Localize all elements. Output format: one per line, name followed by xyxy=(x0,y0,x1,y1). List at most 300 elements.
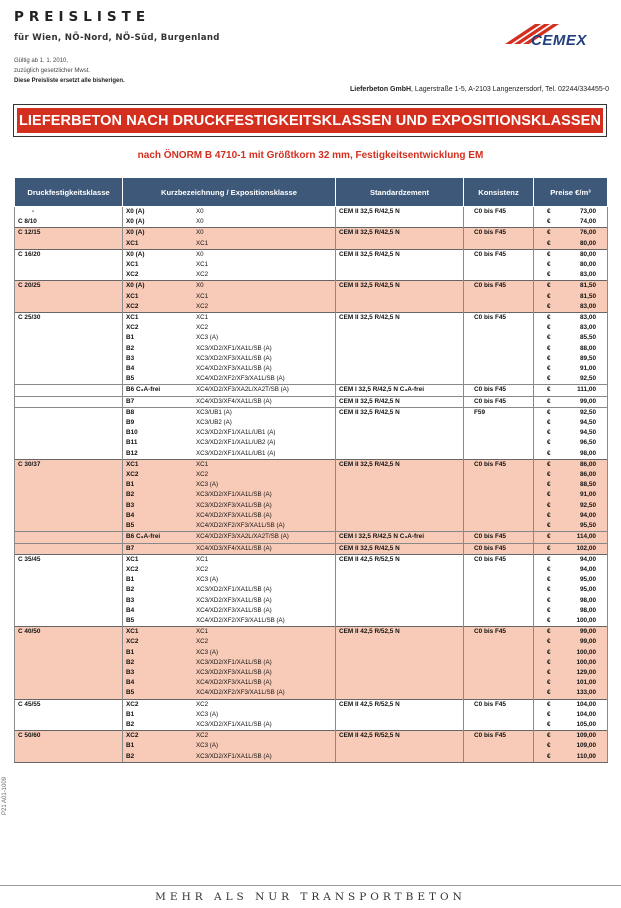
designation-cell xyxy=(123,313,336,385)
price-value: 95,00 xyxy=(580,576,596,584)
currency-symbol: € xyxy=(547,208,551,215)
designation-line xyxy=(126,627,332,637)
price-value: 110,00 xyxy=(576,752,596,760)
short-designation: XC2 xyxy=(126,271,139,279)
klasse-label: C 8/10 xyxy=(18,218,37,226)
cement-cell: CEM II 42,5 R/52,5 N xyxy=(336,554,464,626)
cement-cell: CEM II 32,5 R/42,5 N xyxy=(336,396,464,407)
page-subtitle: für Wien, NÖ-Nord, NÖ-Süd, Burgenland xyxy=(14,33,220,43)
price-line xyxy=(537,501,604,511)
table-row xyxy=(15,699,608,731)
validity-notes xyxy=(14,56,125,86)
currency-symbol: € xyxy=(547,239,551,247)
cement-cell: CEM II 32,5 R/42,5 N xyxy=(336,459,464,531)
price-value: 88,00 xyxy=(580,344,596,352)
price-line xyxy=(537,418,604,428)
price-line xyxy=(537,207,604,217)
table-row xyxy=(15,281,608,313)
currency-symbol: € xyxy=(547,742,551,750)
price-value: 98,00 xyxy=(580,449,596,457)
klasse-cell xyxy=(15,207,123,228)
consistency-cell: C0 bis F45 xyxy=(464,731,534,763)
designation-cell xyxy=(123,532,336,543)
price-line xyxy=(537,521,604,531)
price-line xyxy=(537,532,604,542)
price-line xyxy=(537,720,604,730)
currency-symbol: € xyxy=(547,679,551,687)
designation-line xyxy=(126,637,332,647)
currency-symbol: € xyxy=(547,648,551,656)
price-value: 76,00 xyxy=(580,229,596,237)
table-row xyxy=(15,731,608,763)
designation-line xyxy=(126,292,332,302)
exposure-class: XC1 xyxy=(196,628,209,636)
designation-line xyxy=(126,710,332,720)
side-code: P21 A01-1009 xyxy=(2,776,8,815)
price-line xyxy=(537,544,604,554)
price-value: 83,00 xyxy=(580,302,596,310)
short-designation: B6 C₃A-frei xyxy=(126,533,161,541)
klasse-cell xyxy=(15,543,123,554)
price-line xyxy=(537,313,604,323)
currency-symbol: € xyxy=(547,628,551,636)
currency-symbol: € xyxy=(547,271,551,279)
designation-cell xyxy=(123,543,336,554)
table-body xyxy=(15,207,608,763)
cement-cell: CEM II 42,5 R/52,5 N xyxy=(336,627,464,699)
currency-symbol: € xyxy=(547,522,551,530)
currency-symbol: € xyxy=(547,314,551,322)
footer-divider xyxy=(0,885,621,886)
price-value: 80,00 xyxy=(580,261,596,269)
short-designation: B5 xyxy=(126,522,135,530)
price-value: 88,50 xyxy=(580,481,596,489)
exposure-class: XC4/XD2/XF3/XA1L/SB (A) xyxy=(196,679,272,687)
price-line xyxy=(537,752,604,762)
designation-line xyxy=(126,544,332,554)
exposure-class: XC3 (A) xyxy=(196,334,219,342)
cement-cell: CEM I 32,5 R/42,5 N C₃A-frei xyxy=(336,385,464,396)
price-value: 89,50 xyxy=(580,354,596,362)
currency-symbol: € xyxy=(547,668,551,676)
currency-symbol: € xyxy=(547,344,551,352)
short-designation: B8 xyxy=(126,408,135,416)
short-designation: B3 xyxy=(126,354,135,362)
price-line xyxy=(537,490,604,500)
price-line xyxy=(537,606,604,616)
short-designation: B1 xyxy=(126,648,135,656)
exposure-class: XC4/XD2/XF2/XF3/XA1L/SB (A) xyxy=(196,375,285,383)
exposure-class: XC3 (A) xyxy=(196,481,219,489)
klasse-label: C 20/25 xyxy=(18,282,41,290)
price-line xyxy=(537,648,604,658)
designation-line xyxy=(126,438,332,448)
designation-line xyxy=(126,397,332,407)
short-designation: B3 xyxy=(126,501,135,509)
short-designation: B5 xyxy=(126,375,135,383)
designation-line xyxy=(126,470,332,480)
price-table xyxy=(14,177,608,763)
short-designation: B4 xyxy=(126,511,135,519)
price-line xyxy=(537,374,604,384)
currency-symbol: € xyxy=(547,261,551,269)
page-title: PREISLISTE xyxy=(14,9,151,25)
designation-line xyxy=(126,239,332,249)
short-designation: XC1 xyxy=(126,292,139,300)
currency-symbol: € xyxy=(547,511,551,519)
price-line xyxy=(537,354,604,364)
table-row xyxy=(15,385,608,396)
short-designation: XC2 xyxy=(126,324,139,332)
exposure-class: XC4/XD3/XF4/XA1L/SB (A) xyxy=(196,544,272,552)
exposure-class: XC3/XD2/XF1/XA1L/SB (A) xyxy=(196,586,272,594)
klasse-cell xyxy=(15,281,123,313)
designation-line xyxy=(126,648,332,658)
klasse-cell xyxy=(15,627,123,699)
short-designation: B2 xyxy=(126,344,135,352)
designation-cell xyxy=(123,207,336,228)
short-designation: B3 xyxy=(126,596,135,604)
price-line xyxy=(537,710,604,720)
currency-symbol: € xyxy=(547,565,551,573)
consistency-cell: C0 bis F45 xyxy=(464,228,534,249)
designation-line xyxy=(126,323,332,333)
price-line xyxy=(537,596,604,606)
consistency-cell: C0 bis F45 xyxy=(464,459,534,531)
designation-line xyxy=(126,480,332,490)
price-value: 94,50 xyxy=(580,429,596,437)
currency-symbol: € xyxy=(547,449,551,457)
currency-symbol: € xyxy=(547,501,551,509)
exposure-class: XC3/UB2 (A) xyxy=(196,419,232,427)
short-designation: XC2 xyxy=(126,700,139,708)
currency-symbol: € xyxy=(547,576,551,584)
col-header-zement: Standardzement xyxy=(336,178,464,207)
designation-line xyxy=(126,354,332,364)
currency-symbol: € xyxy=(547,397,551,405)
exposure-class: XC3 (A) xyxy=(196,648,219,656)
price-value: 98,00 xyxy=(580,596,596,604)
exposure-class: X0 xyxy=(196,282,204,290)
cement-cell: CEM I 32,5 R/42,5 N C₃A-frei xyxy=(336,532,464,543)
price-line xyxy=(537,555,604,565)
price-value: 86,00 xyxy=(580,460,596,468)
designation-line xyxy=(126,217,332,227)
short-designation: B3 xyxy=(126,668,135,676)
currency-symbol: € xyxy=(547,544,551,552)
currency-symbol: € xyxy=(547,471,551,479)
exposure-class: XC2 xyxy=(196,471,209,479)
exposure-class: XC3/XD2/XF1/XA1L/SB (A) xyxy=(196,344,272,352)
price-line xyxy=(537,260,604,270)
price-value: 92,50 xyxy=(580,408,596,416)
currency-symbol: € xyxy=(547,439,551,447)
exposure-class: XC3/XD2/XF3/XA1L/SB (A) xyxy=(196,668,272,676)
exposure-class: X0 xyxy=(196,250,204,258)
currency-symbol: € xyxy=(547,752,551,760)
currency-symbol: € xyxy=(547,365,551,373)
designation-line xyxy=(126,741,332,751)
price-value: 104,00 xyxy=(576,700,596,708)
currency-symbol: € xyxy=(547,710,551,718)
designation-line xyxy=(126,207,332,217)
designation-line xyxy=(126,532,332,542)
currency-symbol: € xyxy=(547,616,551,624)
currency-symbol: € xyxy=(547,408,551,416)
designation-line xyxy=(126,449,332,459)
klasse-label: C 40/50 xyxy=(18,628,41,636)
designation-line xyxy=(126,616,332,626)
consistency-cell: C0 bis F45 xyxy=(464,249,534,281)
exposure-class: XC3/XD2/XF1/XA1L/UB1 (A) xyxy=(196,449,276,457)
price-line xyxy=(537,511,604,521)
exposure-class: XC3/XD2/XF1/XA1L/SB (A) xyxy=(196,720,272,728)
price-line xyxy=(537,480,604,490)
price-line xyxy=(537,281,604,291)
price-value: 80,00 xyxy=(580,250,596,258)
exposure-class: XC4/XD2/XF2/XF3/XA1L/SB (A) xyxy=(196,689,285,697)
designation-line xyxy=(126,688,332,698)
price-line xyxy=(537,616,604,626)
price-value: 100,00 xyxy=(576,658,596,666)
col-header-klasse: Druckfestigkeitsklasse xyxy=(15,178,123,207)
designation-cell xyxy=(123,281,336,313)
exposure-class: XC3/XD2/XF1/XA1L/SB (A) xyxy=(196,491,272,499)
short-designation: B1 xyxy=(126,334,135,342)
price-line xyxy=(537,385,604,395)
price-cell xyxy=(534,543,608,554)
designation-line xyxy=(126,511,332,521)
klasse-cell xyxy=(15,407,123,459)
price-line xyxy=(537,731,604,741)
table-row xyxy=(15,554,608,626)
short-designation: B7 xyxy=(126,397,135,405)
price-cell xyxy=(534,281,608,313)
currency-symbol: € xyxy=(547,354,551,362)
short-designation: B1 xyxy=(126,742,135,750)
cement-cell: CEM II 32,5 R/42,5 N xyxy=(336,281,464,313)
price-cell xyxy=(534,207,608,228)
consistency-cell: F59 xyxy=(464,407,534,459)
short-designation: B4 xyxy=(126,679,135,687)
price-value: 109,00 xyxy=(576,732,596,740)
short-designation: XC1 xyxy=(126,261,139,269)
exposure-class: XC4/XD2/XF3/XA1L/SB (A) xyxy=(196,511,272,519)
exposure-class: XC3 (A) xyxy=(196,742,219,750)
exposure-class: XC4/XD2/XF2/XF3/XA1L/SB (A) xyxy=(196,616,285,624)
company-address xyxy=(350,86,609,93)
price-line xyxy=(537,460,604,470)
cement-cell: CEM II 32,5 R/42,5 N xyxy=(336,313,464,385)
currency-symbol: € xyxy=(547,250,551,258)
short-designation: B2 xyxy=(126,752,135,760)
exposure-class: XC3/UB1 (A) xyxy=(196,408,232,416)
price-value: 99,00 xyxy=(580,628,596,636)
exposure-class: X0 xyxy=(196,218,204,226)
currency-symbol: € xyxy=(547,700,551,708)
short-designation: B2 xyxy=(126,491,135,499)
designation-cell xyxy=(123,554,336,626)
price-value: 86,00 xyxy=(580,471,596,479)
short-designation: B4 xyxy=(126,365,135,373)
designation-cell xyxy=(123,459,336,531)
short-designation: B2 xyxy=(126,720,135,728)
consistency-cell: C0 bis F45 xyxy=(464,313,534,385)
klasse-cell xyxy=(15,699,123,731)
exposure-class: XC3/XD2/XF1/XA1L/SB (A) xyxy=(196,752,272,760)
price-line xyxy=(537,228,604,238)
table-row xyxy=(15,249,608,281)
designation-line xyxy=(126,250,332,260)
cement-cell: CEM II 32,5 R/42,5 N xyxy=(336,228,464,249)
short-designation: XC2 xyxy=(126,302,139,310)
klasse-cell xyxy=(15,532,123,543)
price-line xyxy=(537,217,604,227)
short-designation: X0 (A) xyxy=(126,229,145,237)
currency-symbol: € xyxy=(547,555,551,563)
table-row xyxy=(15,407,608,459)
short-designation: B6 C₃A-frei xyxy=(126,386,161,394)
short-designation: X0 (A) xyxy=(126,218,145,226)
short-designation: B12 xyxy=(126,449,138,457)
designation-line xyxy=(126,333,332,343)
consistency-cell: C0 bis F45 xyxy=(464,554,534,626)
price-value: 105,00 xyxy=(576,720,596,728)
designation-cell xyxy=(123,396,336,407)
currency-symbol: € xyxy=(547,375,551,383)
currency-symbol: € xyxy=(547,334,551,342)
norm-subtitle: nach ÖNORM B 4710-1 mit Größtkorn 32 mm, Festigkeitsentwicklung EM xyxy=(137,150,484,161)
price-value: 101,00 xyxy=(576,679,596,687)
short-designation: XC2 xyxy=(126,638,139,646)
price-line xyxy=(537,302,604,312)
designation-line xyxy=(126,668,332,678)
price-value: 81,50 xyxy=(580,282,596,290)
designation-line xyxy=(126,408,332,418)
price-cell xyxy=(534,396,608,407)
currency-symbol: € xyxy=(547,533,551,541)
short-designation: X0 (A) xyxy=(126,250,145,258)
klasse-label: C 30/37 xyxy=(18,460,41,468)
footer-slogan: MEHR ALS NUR TRANSPORTBETON xyxy=(155,891,466,903)
designation-line xyxy=(126,302,332,312)
price-line xyxy=(537,438,604,448)
col-header-kurz: Kurzbezeichnung / Expositionsklasse xyxy=(123,178,336,207)
short-designation: XC2 xyxy=(126,565,139,573)
price-value: 94,00 xyxy=(580,565,596,573)
klasse-cell xyxy=(15,459,123,531)
price-value: 96,50 xyxy=(580,439,596,447)
price-value: 92,50 xyxy=(580,501,596,509)
exposure-class: XC3/XD2/XF3/XA1L/SB (A) xyxy=(196,501,272,509)
currency-symbol: € xyxy=(547,292,551,300)
exposure-class: XC3/XD2/XF1/XA1L/SB (A) xyxy=(196,658,272,666)
designation-line xyxy=(126,596,332,606)
short-designation: X0 (A) xyxy=(126,208,145,215)
short-designation: B2 xyxy=(126,658,135,666)
banner-text: LIEFERBETON NACH DRUCKFESTIGKEITSKLASSEN UND EXPOSITIONSKLASSEN xyxy=(17,108,603,133)
cement-cell: CEM II 42,5 R/52,5 N xyxy=(336,731,464,763)
price-cell xyxy=(534,627,608,699)
designation-line xyxy=(126,364,332,374)
currency-symbol: € xyxy=(547,324,551,332)
currency-symbol: € xyxy=(547,481,551,489)
short-designation: XC2 xyxy=(126,732,139,740)
designation-line xyxy=(126,555,332,565)
currency-symbol: € xyxy=(547,658,551,666)
klasse-cell xyxy=(15,554,123,626)
consistency-cell: C0 bis F45 xyxy=(464,396,534,407)
short-designation: B7 xyxy=(126,544,135,552)
valid-from: Gültig ab 1. 1. 2010, xyxy=(14,58,69,64)
designation-cell xyxy=(123,385,336,396)
exposure-class: XC4/XD2/XF3/XA1L/SB (A) xyxy=(196,365,272,373)
price-value: 100,00 xyxy=(576,616,596,624)
price-value: 100,00 xyxy=(576,648,596,656)
currency-symbol: € xyxy=(547,386,551,394)
short-designation: B10 xyxy=(126,429,138,437)
price-cell xyxy=(534,554,608,626)
cement-cell: CEM II 32,5 R/42,5 N xyxy=(336,407,464,459)
klasse-label: C 16/20 xyxy=(18,250,41,258)
exposure-class: XC1 xyxy=(196,460,209,468)
price-value: 91,00 xyxy=(580,491,596,499)
price-value: 83,00 xyxy=(580,314,596,322)
exposure-class: XC1 xyxy=(196,314,209,322)
designation-line xyxy=(126,260,332,270)
consistency-cell: C0 bis F45 xyxy=(464,385,534,396)
cement-cell: CEM II 32,5 R/42,5 N xyxy=(336,207,464,228)
price-line xyxy=(537,239,604,249)
price-value: 92,50 xyxy=(580,375,596,383)
short-designation: XC2 xyxy=(126,471,139,479)
currency-symbol: € xyxy=(547,732,551,740)
cement-cell: CEM II 32,5 R/42,5 N xyxy=(336,249,464,281)
exposure-class: XC3 (A) xyxy=(196,576,219,584)
price-line xyxy=(537,323,604,333)
short-designation: XC1 xyxy=(126,239,139,247)
klasse-label: C 25/30 xyxy=(18,314,41,322)
table-row xyxy=(15,396,608,407)
currency-symbol: € xyxy=(547,606,551,614)
price-line xyxy=(537,658,604,668)
exposure-class: XC2 xyxy=(196,324,209,332)
price-value: 83,00 xyxy=(580,271,596,279)
exposure-class: XC2 xyxy=(196,565,209,573)
price-value: 99,00 xyxy=(580,397,596,405)
designation-line xyxy=(126,565,332,575)
exposure-class: XC4/XD2/XF2/XF3/XA1L/SB (A) xyxy=(196,522,285,530)
price-line xyxy=(537,678,604,688)
designation-line xyxy=(126,521,332,531)
designation-line xyxy=(126,385,332,395)
price-line xyxy=(537,408,604,418)
exposure-class: XC2 xyxy=(196,271,209,279)
designation-line xyxy=(126,228,332,238)
designation-line xyxy=(126,752,332,762)
cement-cell: CEM II 32,5 R/42,5 N xyxy=(336,543,464,554)
table-row xyxy=(15,543,608,554)
consistency-cell: C0 bis F45 xyxy=(464,207,534,228)
price-value: 102,00 xyxy=(576,544,596,552)
price-line xyxy=(537,364,604,374)
designation-line xyxy=(126,678,332,688)
exposure-class: X0 xyxy=(196,208,204,215)
exposure-class: XC3/XD2/XF1/XA1L/UB1 (A) xyxy=(196,429,276,437)
short-designation: B4 xyxy=(126,606,135,614)
currency-symbol: € xyxy=(547,429,551,437)
klasse-label: - xyxy=(32,208,35,215)
